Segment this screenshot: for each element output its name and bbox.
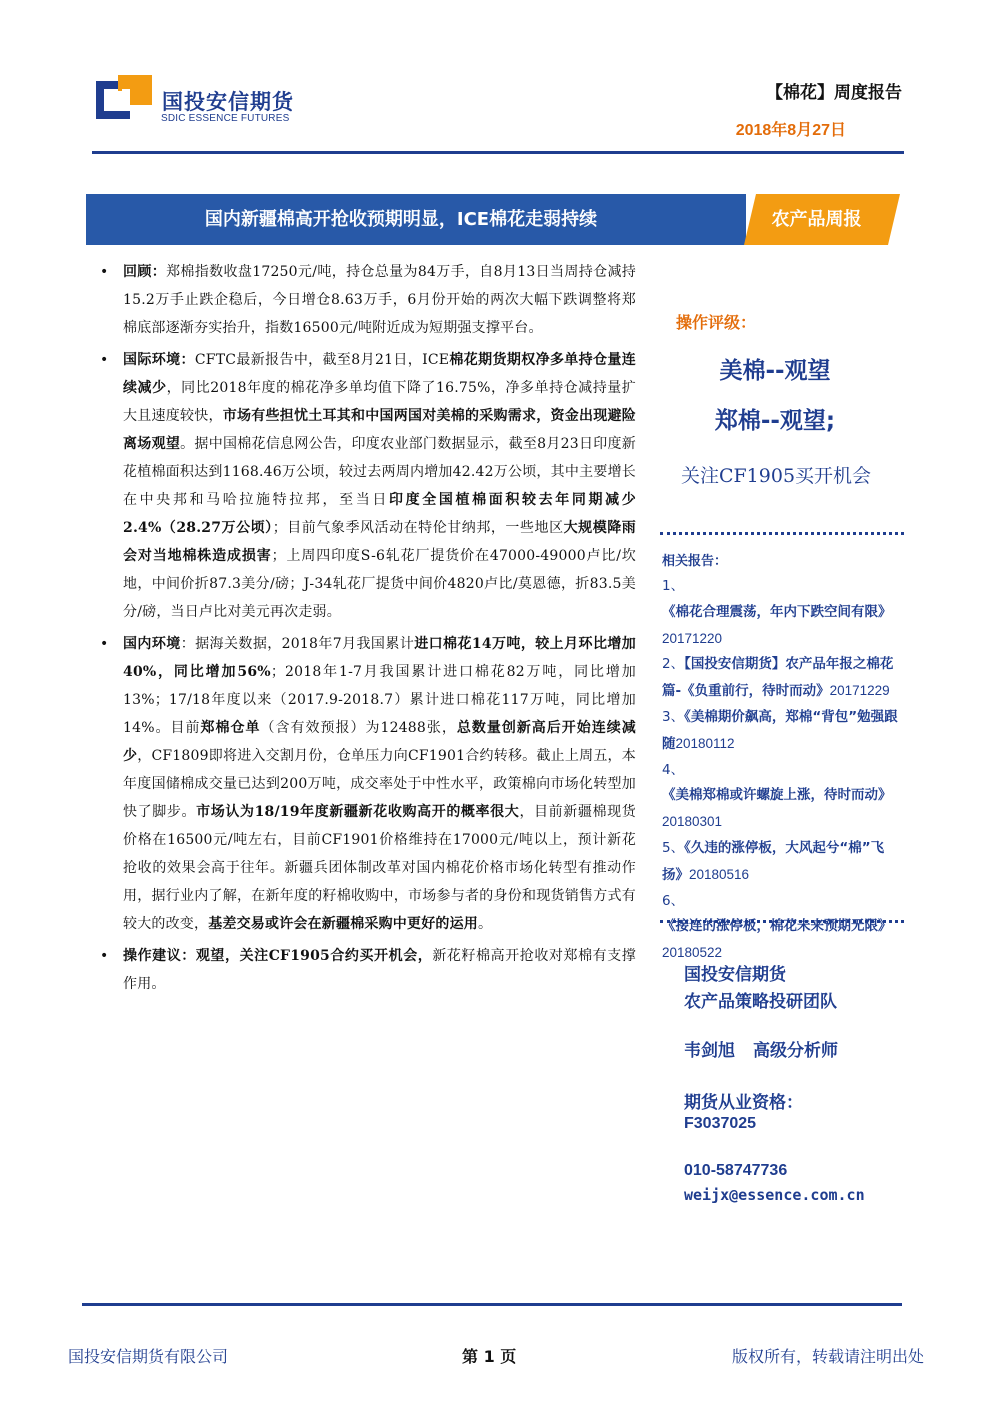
header-divider — [92, 151, 904, 154]
report-title: 国内新疆棉高开抢收预期明显，ICE棉花走弱持续 — [204, 209, 598, 230]
related-reports-title: 相关报告： — [662, 554, 728, 569]
related-report-item[interactable] — [662, 652, 902, 705]
analyst-title: 高级分析师 — [753, 1041, 838, 1061]
related-report-item[interactable] — [662, 574, 902, 652]
review-paragraph — [96, 258, 636, 342]
domestic-text: ，CF1809即将进入交割月份，仓单压力向CF1901合约转移。截止上周五，本年度国储棉成交量已达到200万吨，成交率处于中性水平，政策棉向市场化转型加快了脚步。 — [123, 748, 636, 820]
domestic-text: ；2018年1-7月我国累计进口棉花82万吨，同比增加13%；17/18年度以来（2017.9-2018.7）累计进口棉花117万吨，同比增加14%。目前 — [123, 664, 636, 736]
bullet-icon: • — [100, 948, 109, 964]
related-date: 20171229 — [829, 683, 890, 699]
international-text: ，同比2018年度的棉花净多单均值下降了16.75%，净多单持仓减持量扩大且速度较快， — [123, 380, 636, 424]
domestic-highlight: 郑棉仓单 — [200, 720, 261, 736]
international-highlight: 市场有些担忧土耳其和中国两国对美棉的采购需求，资金出现避险离场观望 — [123, 408, 636, 452]
domestic-label: 国内环境 — [123, 636, 181, 652]
related-title: 《美棉郑棉或许螺旋上涨，待时而动》 — [662, 787, 892, 804]
related-title: 【国投安信期货】农产品年报之棉花篇-《负重前行，待时而动》 — [662, 656, 894, 700]
related-num: 5、 — [662, 839, 685, 856]
international-text: 。据中国棉花信息网公告，印度农业部门数据显示，截至8月23日印度新花植棉面积达到1168.46万公顷，较过去两周内增加42.42万公顷，其中主要增长在中央邦和马哈拉施特拉邦，至当日 — [123, 436, 636, 508]
related-report-item[interactable] — [662, 758, 902, 836]
related-date: 20180112 — [675, 735, 735, 751]
review-text: 郑棉指数收盘17250元/吨，持仓总量为84万手，自8月13日当周持仓减持15.2万手止跌企稳后，今日增仓8.63万手，6月份开始的两次大幅下跌调整将郑棉底部逐渐夯实抬升，指数16500元/吨附近成为短期强支撑平台。 — [123, 264, 636, 336]
related-num: 2、 — [662, 656, 685, 673]
bullet-icon: • — [100, 352, 109, 368]
international-text: ；目前气象季风活动在特伦甘纳邦，一些地区 — [272, 520, 564, 536]
suggestion-text: 新花籽棉高开抢收对郑棉有支撑作用。 — [123, 948, 636, 992]
related-title: 《接连的涨停板，棉花未来预期无限》 — [662, 918, 892, 935]
related-num: 4、 — [662, 761, 685, 778]
review-label: 回顾： — [123, 264, 167, 280]
related-num: 1、 — [662, 578, 685, 594]
related-report-item[interactable] — [662, 889, 902, 967]
report-date: 2018年8月27日 — [735, 122, 846, 139]
company-logo-icon — [96, 75, 152, 125]
team-name: 农产品策略投研团队 — [684, 992, 837, 1012]
domestic-text: （含有效预报）为12488张， — [260, 720, 457, 736]
category-tag: 农产品周报 — [771, 209, 862, 230]
related-num: 6、 — [662, 892, 685, 909]
rating-zz-cotton: 郑棉--观望; — [714, 408, 836, 434]
suggestion-paragraph — [96, 942, 636, 998]
footer-divider — [82, 1303, 902, 1306]
report-type: 【棉花】周度报告 — [766, 83, 902, 103]
suggestion-label: 操作建议：观望，关注CF1905合约买开机会， — [123, 948, 433, 964]
contact-email[interactable]: weijx@essence.com.cn — [684, 1186, 865, 1204]
related-date: 20180522 — [662, 945, 723, 961]
related-report-item[interactable] — [662, 705, 902, 758]
related-date: 20180516 — [689, 866, 750, 882]
sidebar-divider — [660, 532, 904, 535]
related-reports-list — [662, 574, 902, 967]
international-text: ；上周四印度S-6轧花厂提货价在47000-49000卢比/坎地，中间价折87.3美分/磅；J-34轧花厂提货中间价4820卢比/莫恩德，折83.5美分/磅，当日卢比对美元再次走弱。 — [123, 548, 636, 620]
related-num: 3、 — [662, 708, 685, 725]
bullet-icon: • — [100, 264, 109, 280]
international-highlight: 印度全国植棉面积较去年同期减少2.4%（28.27万公顷） — [123, 492, 637, 536]
domestic-highlight: 市场认为18/19年度新疆新花收购高开的概率很大 — [196, 804, 520, 820]
rating-us-cotton: 美棉--观望 — [719, 358, 831, 384]
international-paragraph — [96, 346, 636, 626]
rating-note: 关注CF1905买开机会 — [680, 465, 872, 487]
international-highlight: 大规模降雨会对当地棉株造成损害 — [123, 520, 637, 564]
domestic-text: ：据海关数据，2018年7月我国累计 — [180, 636, 415, 652]
footer-company: 国投安信期货有限公司 — [68, 1347, 229, 1366]
qualification-label: 期货从业资格： — [684, 1093, 803, 1113]
related-report-item[interactable] — [662, 836, 902, 889]
qualification-code: F3037025 — [684, 1115, 757, 1132]
domestic-text: ，目前新疆棉现货价格在16500元/吨左右，目前CF1901价格维持在17000元/吨以上，预计新花抢收的效果会高于往年。新疆兵团体制改革对国内棉花价格市场化转型有推动作用，据行业内了解，在新年度的籽棉收购中，市场参与者的身份和现货销售方式有较大的改变， — [123, 804, 636, 932]
footer-copyright: 版权所有，转载请注明出处 — [731, 1347, 924, 1366]
domestic-highlight: 基差交易或许会在新疆棉采购中更好的运用 — [208, 916, 479, 932]
related-date: 20171220 — [662, 630, 723, 646]
international-label: 国际环境： — [123, 352, 195, 368]
domestic-highlight: 进口棉花14万吨，较上月环比增加40%，同比增加56% — [123, 636, 636, 680]
related-date: 20180301 — [662, 814, 723, 830]
related-title: 《久违的涨停板，大风起兮“棉”飞扬》 — [662, 839, 885, 883]
analyst-name: 韦剑旭 — [684, 1041, 735, 1061]
company-name-cn: 国投安信期货 — [162, 90, 294, 114]
international-text: CFTC最新报告中，截至8月21日，ICE — [194, 352, 450, 368]
international-highlight: 棉花期货期权净多单持仓量连续减少 — [123, 352, 637, 396]
related-title: 《棉花合理震荡，年内下跌空间有限》 — [662, 603, 892, 620]
company-name-en: SDIC ESSENCE FUTURES — [161, 113, 290, 124]
contact-phone: 010-58747736 — [684, 1162, 788, 1179]
related-title: 《美棉期价飙高，郑棉“背包”勉强跟随 — [662, 708, 898, 752]
domestic-highlight: 总数量创新高后开始连续减少 — [123, 720, 636, 764]
page-number: 第 1 页 — [462, 1347, 517, 1366]
domestic-text: 。 — [478, 916, 493, 932]
team-company: 国投安信期货 — [684, 965, 786, 985]
analyst — [684, 1036, 856, 1061]
rating-label: 操作评级： — [676, 313, 757, 332]
report-body — [96, 258, 636, 1002]
domestic-paragraph — [96, 630, 636, 938]
bullet-icon: • — [100, 636, 109, 652]
sidebar-divider — [660, 920, 904, 923]
